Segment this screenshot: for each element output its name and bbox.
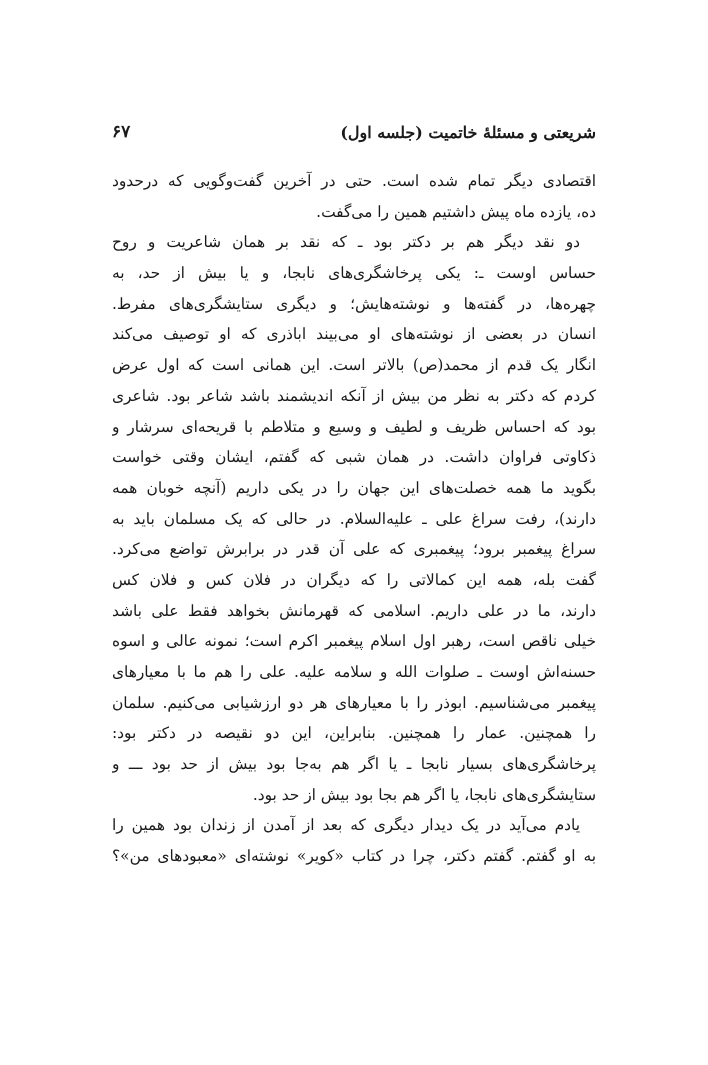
- text-line: پرخاشگری‌های بسیار نابجا ـ یا اگر هم به‌جا بود بیش از حد بود ـــ و: [112, 755, 596, 774]
- text-line: اقتصادی دیگر تمام شده است. حتی در آخرین گفت‌وگویی که درحدود: [112, 172, 596, 190]
- text-line: بود که احساس ظریف و لطیف و وسیع و متلاطم با قریحه‌ای سرشار و: [112, 417, 596, 436]
- text-line: خیلی ناقص است، رهبر اول اسلام پیغمبر اکرم است؛ نمونه عالی و اسوه: [112, 632, 596, 651]
- text-line: پیغمبر می‌شناسیم. ابوذر را با معیارهای هر دو ارزشیابی می‌کنیم. سلمان: [112, 693, 596, 712]
- text-line: دو نقد دیگر هم بر دکتر بود ـ که نقد بر همان شاعریت و روح: [112, 233, 580, 252]
- text-line: ذکاوتی فراوان داشت. در همان شبی که گفتم، ایشان وقتی خواست: [112, 448, 596, 467]
- text-line: یادم می‌آید در یک دیدار دیگری که بعد از آمدن از زندان بود همین را: [112, 816, 580, 835]
- text-line: گفت بله، همه این کمالاتی را که دیگران در فلان کس و فلان کس: [112, 570, 596, 589]
- body-text: [112, 166, 596, 872]
- text-line: به او گفتم. گفتم دکتر، چرا در کتاب «کویر» نوشته‌ای «معبودهای من»؟: [112, 847, 596, 866]
- text-line: انسان در بعضی از نوشته‌های او می‌بیند اباذری که او توصیف می‌کند: [112, 325, 596, 344]
- text-line: حساس اوست ـ: یکی پرخاشگری‌های نابجا، و یا بیش از حد، به: [112, 264, 596, 283]
- text-line: حسنه‌اش اوست ـ صلوات الله و سلامه علیه. علی را هم ما با معیارهای: [112, 663, 596, 681]
- text-line: کردم که دکتر به نظر من بیش از آنکه اندیشمند باشد شاعر بود. شاعری: [112, 386, 596, 405]
- text-line: چهره‌ها، در گفته‌ها و نوشته‌هایش؛ و دیگری ستایشگری‌های مفرط.: [112, 294, 596, 313]
- text-line: دارند، ما در علی داریم. اسلامی که قهرمانش بخواهد فقط علی باشد: [112, 601, 596, 620]
- text-line: ستایشگری‌های نابجا، یا اگر هم بجا بود بیش از حد بود.: [252, 785, 596, 804]
- header-chapter-title: شریعتی و مسئلهٔ خاتمیت (جلسه اول): [340, 122, 596, 142]
- text-line: دارند)، رفت سراغ علی ـ علیه‌السلام. در حالی که یک مسلمان باید به: [112, 509, 596, 528]
- text-line: انگار یک قدم از محمد(ص) بالاتر است. این همانی است که اول عرض: [112, 356, 596, 375]
- text-line: سراغ پیغمبر برود؛ پیغمبری که علی آن قدر در برابرش تواضع می‌کرد.: [112, 540, 596, 559]
- page-number: ۶۷: [112, 122, 131, 142]
- running-header: [112, 118, 596, 146]
- text-line: بگوید ما همه خصلت‌های این جهان را در یکی داریم (آنچه خوبان همه: [112, 478, 596, 497]
- text-line: را همچنین. عمار را همچنین. بنابراین، این دو نقیصه در دکتر بود:: [112, 724, 596, 743]
- text-line: ده، یازده ماه پیش داشتیم همین را می‌گفت.: [316, 202, 596, 221]
